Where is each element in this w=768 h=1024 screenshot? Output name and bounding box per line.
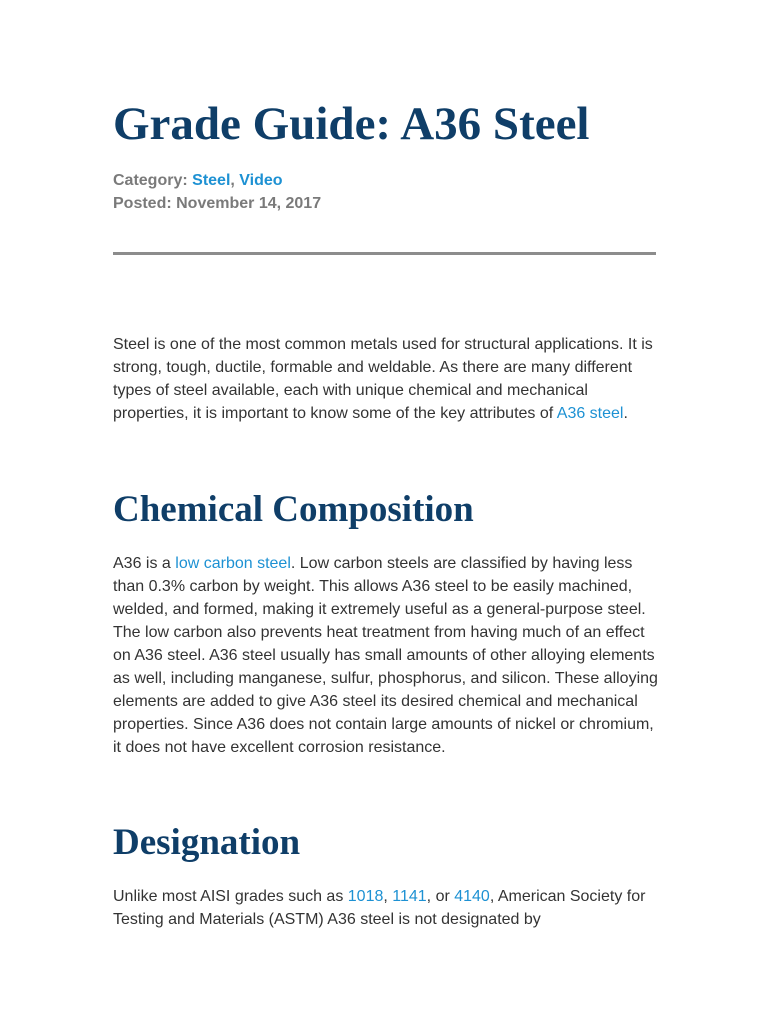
low-carbon-steel-link[interactable]: low carbon steel xyxy=(175,555,291,572)
category-label: Category: xyxy=(113,172,188,189)
category-link-video[interactable]: Video xyxy=(239,172,283,189)
des-separator-2: , or xyxy=(426,888,455,905)
intro-paragraph xyxy=(113,333,658,425)
chem-text-start: A36 is a xyxy=(113,555,176,572)
posted-date: November 14, 2017 xyxy=(176,195,322,212)
section-heading-chemical-composition: Chemical Composition xyxy=(113,489,474,530)
designation-paragraph xyxy=(113,885,658,931)
grade-1018-link[interactable]: 1018 xyxy=(347,888,384,905)
a36-steel-link[interactable]: A36 steel xyxy=(556,405,624,422)
posted-label: Posted: xyxy=(113,195,172,212)
category-link-steel[interactable]: Steel xyxy=(192,172,231,189)
grade-1141-link[interactable]: 1141 xyxy=(392,888,427,905)
des-separator-1: , xyxy=(383,888,393,905)
chem-text-rest: . Low carbon steels are classified by having less than 0.3% carbon by weight. This allows A36 steel to be easily machined, welded, and formed, making it extremely useful as a general-purpose steel. The low carbon also prevents heat treatment from having much of an effect on A36 steel. A36 steel usually has small amounts of other alloying elements as well, including manganese, sulfur, phosphorus, and silicon. These alloying elements are added to give A36 steel its desired chemical and mechanical properties. Since A36 does not contain large amounts of nickel or chromium, it does not have excellent corrosion resistance. xyxy=(113,555,658,756)
posted-line xyxy=(113,192,321,215)
grade-4140-link[interactable]: 4140 xyxy=(454,888,490,905)
divider xyxy=(113,252,656,255)
intro-text: Steel is one of the most common metals used for structural applications. It is strong, tough, ductile, formable and weldable. As there are many different types of steel available, each with unique chemical and mechanical properties, it is important to know some of the key attributes of xyxy=(113,336,653,422)
des-text-start: Unlike most AISI grades such as xyxy=(113,888,348,905)
category-separator: , xyxy=(230,172,240,189)
section-heading-designation: Designation xyxy=(113,822,301,863)
intro-text-end: . xyxy=(623,405,628,422)
des-text-rest: , American Society for Testing and Materials (ASTM) A36 steel is not designated by xyxy=(113,888,646,928)
post-meta xyxy=(113,169,321,215)
chemical-composition-paragraph xyxy=(113,552,658,759)
page-title: Grade Guide: A36 Steel xyxy=(113,98,590,150)
category-line xyxy=(113,169,321,192)
